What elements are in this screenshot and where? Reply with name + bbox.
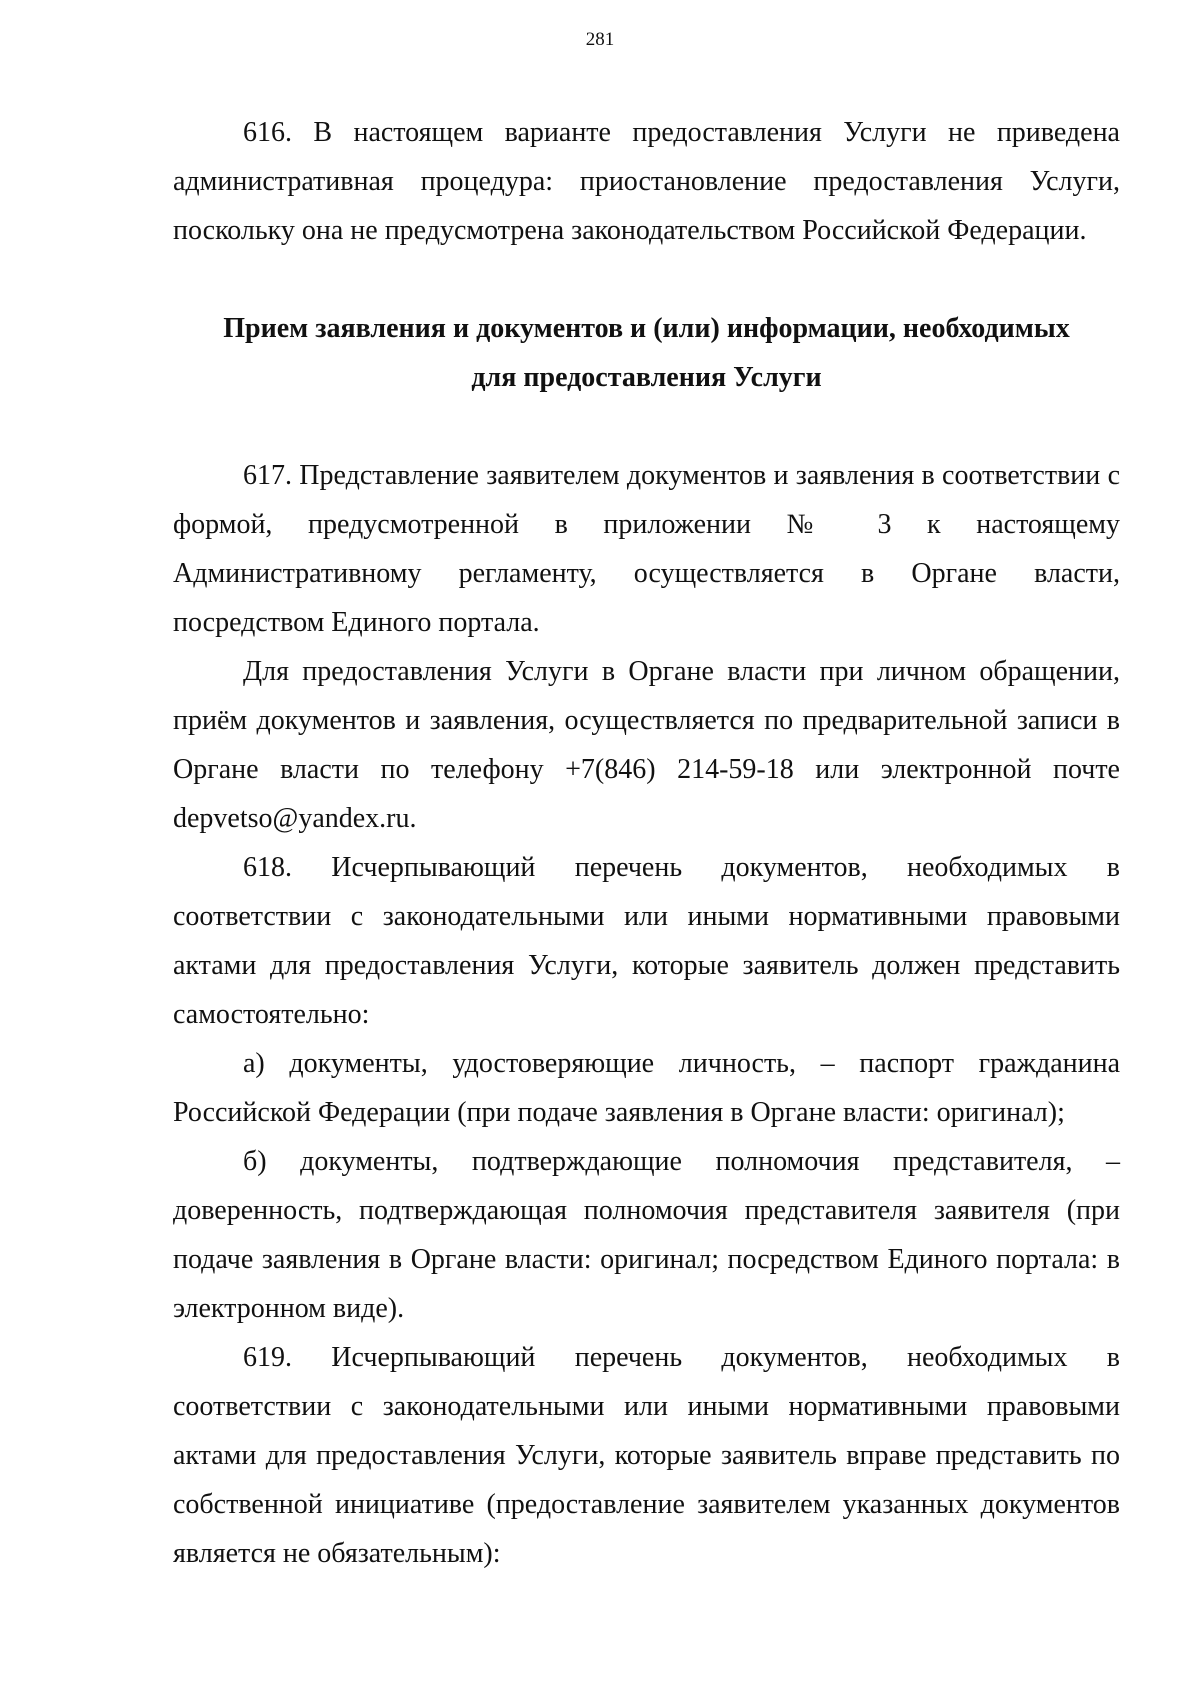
- paragraph-617-contact: Для предоставления Услуги в Органе власти при личном обращении, приём документов и заявления, осуществляется по предварительной записи в Органе власти по телефону +7(846) 214-59-18 или электронной почте depvetso@yandex.ru.: [173, 656, 1120, 834]
- paragraph-618: 618. Исчерпывающий перечень документов, необходимых в соответствии с законодательными или иными нормативными правовыми актами для предоставления Услуги, которые заявитель должен представить самостоятельно:: [173, 852, 1120, 1030]
- paragraph-619: 619. Исчерпывающий перечень документов, необходимых в соответствии с законодательными или иными нормативными правовыми актами для предоставления Услуги, которые заявитель вправе представить по собственной инициативе (предоставление заявителем указанных документов является не обязательным):: [173, 1342, 1120, 1569]
- document-body: [173, 108, 1120, 1578]
- section-heading: [173, 304, 1120, 402]
- section-heading-line-1: Прием заявления и документов и (или) информации, необходимых: [223, 313, 1070, 344]
- paragraph-617: 617. Представление заявителем документов и заявления в соответствии с формой, предусмотренной в приложении № 3 к настоящему Административному регламенту, осуществляется в Органе власти, посредством Единого портала.: [173, 460, 1120, 638]
- page-number: 281: [585, 29, 615, 50]
- paragraph-618-item-a: а) документы, удостоверяющие личность, – паспорт гражданина Российской Федерации (при подаче заявления в Органе власти: оригинал);: [173, 1048, 1120, 1128]
- paragraph-616: 616. В настоящем варианте предоставления Услуги не приведена административная процедура: приостановление предоставления Услуги, поскольку она не предусмотрена законодательством Российской Федерации.: [173, 117, 1120, 246]
- section-heading-line-2: для предоставления Услуги: [471, 362, 822, 393]
- paragraph-618-item-b: б) документы, подтверждающие полномочия представителя, – доверенность, подтверждающая полномочия представителя заявителя (при подаче заявления в Органе власти: оригинал; посредством Единого портала: в электронном виде).: [173, 1146, 1120, 1324]
